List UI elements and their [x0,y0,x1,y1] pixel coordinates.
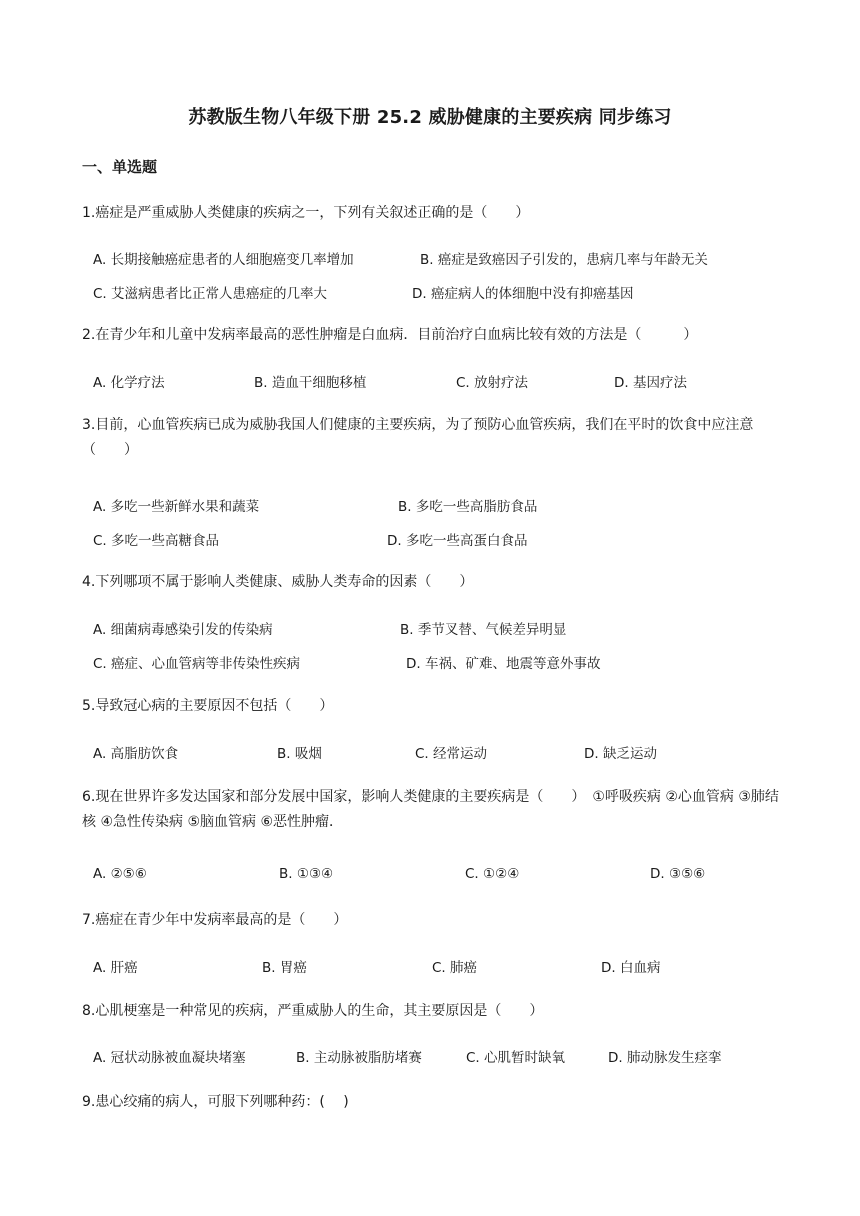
question-4-option-c: C. 癌症、心血管病等非传染性疾病 [93,656,301,672]
question-3-stem: 3.目前，心血管疾病已成为威胁我国人们健康的主要疾病，为了预防心血管疾病，我们在平时的饮食中应注意（ ） [82,417,754,458]
question-1-option-c: C. 艾滋病患者比正常人患癌症的几率大 [93,286,328,302]
question-5-option-a: A. 高脂肪饮食 [93,746,179,762]
question-3-option-d: D. 多吃一些高蛋白食品 [387,533,528,549]
section-heading: 一、单选题 [82,158,158,176]
question-8-stem: 8.心肌梗塞是一种常见的疾病，严重威胁人的生命，其主要原因是（ ） [82,1003,544,1019]
question-8-option-b: B. 主动脉被脂肪堵赛 [296,1050,422,1066]
question-4-option-a: A. 细菌病毒感染引发的传染病 [93,622,273,638]
question-4-stem: 4.下列哪项不属于影响人类健康、威胁人类寿命的因素（ ） [82,574,474,590]
question-7-option-a: A. 肝癌 [93,960,138,976]
question-8-option-d: D. 肺动脉发生痉挛 [608,1050,722,1066]
question-8-option-a: A. 冠状动脉被血凝块堵塞 [93,1050,246,1066]
question-5-option-d: D. 缺乏运动 [584,746,657,762]
question-3-option-b: B. 多吃一些高脂肪食品 [398,499,538,515]
question-6-option-c: C. ①②④ [465,866,520,882]
question-6-option-a: A. ②⑤⑥ [93,866,147,882]
question-4-option-d: D. 车祸、矿难、地震等意外事故 [406,656,601,672]
question-5-option-c: C. 经常运动 [415,746,488,762]
question-1-option-b: B. 癌症是致癌因子引发的，患病几率与年龄无关 [420,252,708,268]
question-1-stem: 1.癌症是严重威胁人类健康的疾病之一，下列有关叙述正确的是（ ） [82,205,530,221]
question-2-option-c: C. 放射疗法 [456,375,529,391]
question-6-option-b: B. ①③④ [279,866,334,882]
question-7-option-b: B. 胃癌 [262,960,307,976]
question-2-stem: 2.在青少年和儿童中发病率最高的恶性肿瘤是白血病．目前治疗白血病比较有效的方法是（ ） [82,327,698,343]
question-2-option-a: A. 化学疗法 [93,375,165,391]
question-1-option-d: D. 癌症病人的体细胞中没有抑癌基因 [412,286,634,302]
question-6-option-d: D. ③⑤⑥ [650,866,706,882]
question-4-option-b: B. 季节叉替、气候差异明显 [400,622,567,638]
question-7-option-d: D. 白血病 [601,960,661,976]
question-5-option-b: B. 吸烟 [277,746,322,762]
document-title: 苏教版生物八年级下册 25.2 威胁健康的主要疾病 同步练习 [188,107,672,128]
question-5-stem: 5.导致冠心病的主要原因不包括（ ） [82,698,334,714]
question-6-stem: 6.现在世界许多发达国家和部分发展中国家，影响人类健康的主要疾病是（ ） ①呼吸疾病 ②心血管病 ③肺结核 ④急性传染病 ⑤脑血管病 ⑥恶性肿瘤． [82,789,779,830]
question-1-option-a: A. 长期接触癌症患者的人细胞癌变几率增加 [93,252,354,268]
question-8-option-c: C. 心肌暂时缺氧 [466,1050,566,1066]
question-2-option-d: D. 基因疗法 [614,375,687,391]
question-3-option-a: A. 多吃一些新鲜水果和蔬菜 [93,499,260,515]
question-2-option-b: B. 造血干细胞移植 [254,375,367,391]
question-7-stem: 7.癌症在青少年中发病率最高的是（ ） [82,912,348,928]
question-9-stem: 9.患心绞痛的病人，可服下列哪种药：( ) [82,1094,349,1110]
question-7-option-c: C. 肺癌 [432,960,478,976]
question-3-option-c: C. 多吃一些高糖食品 [93,533,220,549]
